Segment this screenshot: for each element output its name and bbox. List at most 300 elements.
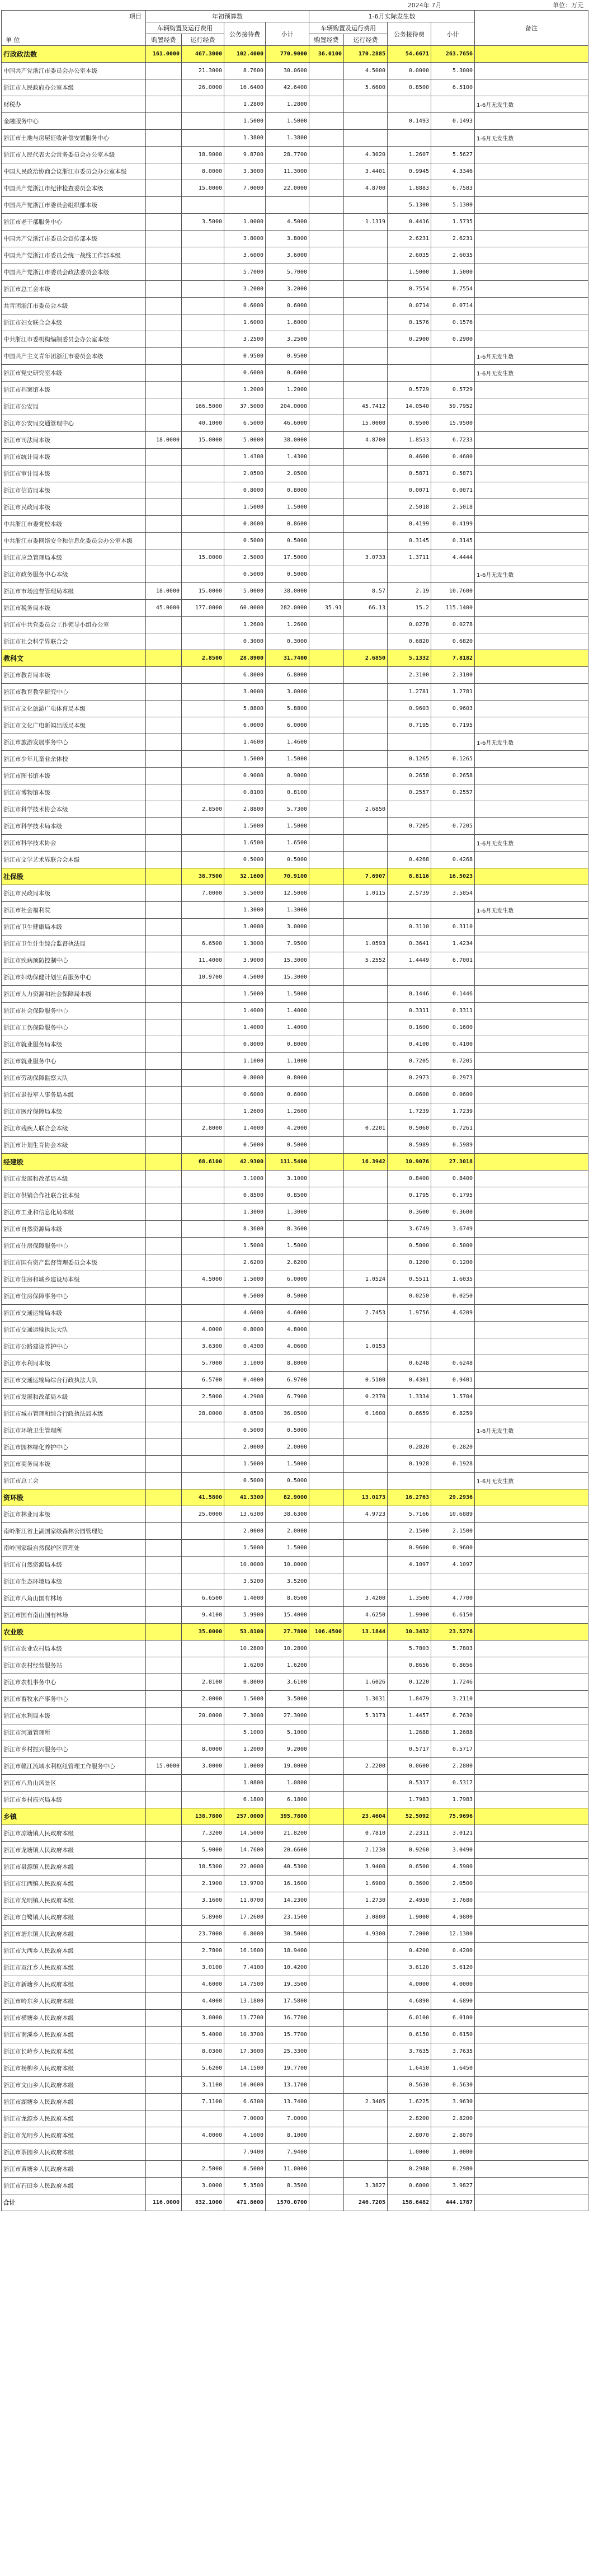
budget-reception-cell: 1.4600	[224, 734, 266, 751]
actual-subtotal-cell: 2.0500	[431, 1875, 475, 1892]
budget-purchase-cell: 15.0000	[146, 1758, 182, 1775]
budget-reception-cell: 1.5000	[224, 113, 266, 130]
actual-reception-cell: 0.8400	[388, 1171, 431, 1187]
actual-purchase-cell	[309, 986, 344, 1003]
budget-purchase-cell	[146, 1959, 182, 1976]
actual-operation-cell: 5.2552	[344, 952, 388, 969]
budget-operation-cell	[182, 1305, 224, 1322]
actual-subtotal-cell: 2.2800	[431, 1758, 475, 1775]
table-row	[2, 1422, 588, 1439]
table-row	[2, 667, 588, 684]
budget-reception-cell: 6.1800	[224, 1792, 266, 1808]
budget-operation-cell	[182, 1573, 224, 1590]
table-row	[2, 2060, 588, 2077]
budget-purchase-cell	[146, 1775, 182, 1792]
section-row	[2, 650, 588, 667]
actual-subtotal-cell: 0.1600	[431, 1019, 475, 1036]
note-cell	[475, 2178, 588, 2194]
budget-subtotal-cell: 1.4000	[266, 1019, 309, 1036]
table-row	[2, 684, 588, 701]
table-row	[2, 583, 588, 600]
actual-purchase-cell	[309, 2127, 344, 2144]
budget-subtotal-cell: 70.9100	[266, 868, 309, 885]
actual-subtotal-cell: 6.0100	[431, 2010, 475, 2027]
unit-name-cell: 浙江市总工会	[2, 1473, 146, 1489]
budget-purchase-cell	[146, 1892, 182, 1909]
actual-reception-cell	[388, 566, 431, 583]
budget-reception-cell: 8.7600	[224, 63, 266, 79]
actual-purchase-cell	[309, 936, 344, 952]
budget-purchase-cell	[146, 1691, 182, 1708]
unit-name-cell: 浙江市妇幼保健计划生育服务中心	[2, 969, 146, 986]
actual-purchase-cell	[309, 2161, 344, 2178]
budget-reception-cell: 5.9900	[224, 1607, 266, 1624]
actual-operation-cell: 3.3827	[344, 2178, 388, 2194]
budget-subtotal-cell: 0.5000	[266, 1137, 309, 1154]
unit-name-cell: 中国共产党浙江市纪律检查委员会本级	[2, 180, 146, 197]
actual-purchase-cell	[309, 382, 344, 398]
budget-operation-cell	[182, 247, 224, 264]
actual-purchase-cell	[309, 1070, 344, 1087]
note-cell: 1-6月无发生数	[475, 835, 588, 852]
actual-purchase-cell	[309, 2027, 344, 2043]
note-cell	[475, 784, 588, 801]
budget-purchase-cell	[146, 734, 182, 751]
actual-reception-cell: 0.0250	[388, 1288, 431, 1305]
budget-purchase-cell	[146, 1674, 182, 1691]
actual-subtotal-cell: 4.3346	[431, 163, 475, 180]
actual-purchase-cell	[309, 1523, 344, 1540]
budget-operation-cell	[182, 835, 224, 852]
budget-operation-cell	[182, 768, 224, 784]
budget-purchase-cell	[146, 717, 182, 734]
budget-purchase-cell	[146, 1506, 182, 1523]
budget-subtotal-cell: 1570.0700	[266, 2194, 309, 2211]
actual-purchase-cell	[309, 549, 344, 566]
budget-purchase-cell	[146, 1137, 182, 1154]
budget-subtotal-cell: 0.8100	[266, 784, 309, 801]
budget-reception-cell: 6.8000	[224, 1926, 266, 1943]
note-cell	[475, 1070, 588, 1087]
unit-name-cell: 浙江市自然资源局本级	[2, 1221, 146, 1238]
unit-name-cell: 资环股	[2, 1489, 146, 1506]
actual-operation-cell: 45.7412	[344, 398, 388, 415]
table-row	[2, 63, 588, 79]
actual-purchase-cell	[309, 264, 344, 281]
actual-subtotal-cell: 0.4600	[431, 449, 475, 466]
budget-subtotal-cell: 2.0000	[266, 1523, 309, 1540]
table-row	[2, 1003, 588, 1019]
actual-operation-cell	[344, 617, 388, 633]
actual-subtotal-cell: 0.7261	[431, 1120, 475, 1137]
budget-reception-cell: 14.7500	[224, 1976, 266, 1993]
actual-purchase-cell	[309, 398, 344, 415]
actual-operation-cell	[344, 751, 388, 768]
actual-operation-cell: 3.0800	[344, 1909, 388, 1926]
actual-subtotal-cell	[431, 835, 475, 852]
budget-reception-cell: 2.8800	[224, 801, 266, 818]
actual-reception-cell: 16.2763	[388, 1489, 431, 1506]
note-cell	[475, 801, 588, 818]
note-cell	[475, 2027, 588, 2043]
note-cell	[475, 1590, 588, 1607]
actual-subtotal-cell: 3.0490	[431, 1842, 475, 1859]
unit-name-cell: 浙江市应急管理局本级	[2, 549, 146, 566]
unit-name-cell: 浙江市国有南山国有林场	[2, 1607, 146, 1624]
unit-name-cell: 浙江市老干部服务中心	[2, 214, 146, 231]
budget-reception-cell: 4.6000	[224, 1305, 266, 1322]
budget-reception-cell: 13.6300	[224, 1506, 266, 1523]
actual-purchase-cell	[309, 1389, 344, 1405]
budget-operation-cell: 7.0000	[182, 885, 224, 902]
actual-subtotal-cell: 0.5717	[431, 1741, 475, 1758]
actual-operation-cell: 4.5000	[344, 63, 388, 79]
actual-operation-cell	[344, 1238, 388, 1254]
budget-purchase-cell	[146, 919, 182, 936]
note-cell	[475, 46, 588, 63]
actual-operation-cell	[344, 1976, 388, 1993]
actual-purchase-cell	[309, 231, 344, 247]
budget-operation-cell	[182, 1254, 224, 1271]
budget-purchase-cell	[146, 1288, 182, 1305]
actual-reception-cell: 0.3600	[388, 1204, 431, 1221]
budget-operation-cell	[182, 1473, 224, 1489]
note-cell	[475, 1792, 588, 1808]
budget-reception-cell: 257.0000	[224, 1808, 266, 1825]
actual-reception-cell: 0.7195	[388, 717, 431, 734]
actual-subtotal-cell: 0.7205	[431, 1053, 475, 1070]
note-cell	[475, 1674, 588, 1691]
table-row	[2, 1523, 588, 1540]
note-cell	[475, 986, 588, 1003]
actual-reception-cell: 2.8070	[388, 2127, 431, 2144]
actual-reception-cell: 0.2557	[388, 784, 431, 801]
budget-purchase-cell	[146, 1439, 182, 1456]
actual-operation-cell: 2.6850	[344, 801, 388, 818]
actual-purchase-cell	[309, 2194, 344, 2211]
budget-subtotal-cell: 19.3500	[266, 1976, 309, 1993]
budget-reception-header: 公务接待费	[224, 22, 266, 46]
budget-subtotal-cell: 42.6400	[266, 79, 309, 96]
budget-operation-cell: 15.0000	[182, 180, 224, 197]
budget-purchase-cell	[146, 701, 182, 717]
note-cell	[475, 1758, 588, 1775]
budget-operation-cell: 40.1000	[182, 415, 224, 432]
table-row	[2, 331, 588, 348]
note-cell	[475, 2010, 588, 2027]
budget-subtotal-cell: 2.6200	[266, 1254, 309, 1271]
budget-reception-cell: 3.5200	[224, 1573, 266, 1590]
actual-purchase-cell	[309, 365, 344, 382]
budget-operation-cell	[182, 449, 224, 466]
budget-operation-cell: 3.1100	[182, 2077, 224, 2094]
budget-purchase-cell	[146, 2094, 182, 2110]
budget-subtotal-cell: 1.5000	[266, 1540, 309, 1557]
table-row	[2, 1892, 588, 1909]
note-cell	[475, 818, 588, 835]
actual-operation-cell	[344, 1322, 388, 1338]
budget-subtotal-cell: 3.1000	[266, 1171, 309, 1187]
actual-subtotal-cell	[431, 902, 475, 919]
budget-operation-cell: 20.0000	[182, 1708, 224, 1724]
actual-operation-cell: 66.13	[344, 600, 388, 617]
actual-purchase-cell: 36.0100	[309, 46, 344, 63]
budget-subtotal-cell: 8.1000	[266, 2127, 309, 2144]
actual-reception-cell: 0.5729	[388, 382, 431, 398]
actual-subtotal-cell: 10.6889	[431, 1506, 475, 1523]
table-row	[2, 1087, 588, 1103]
actual-reception-cell: 1.5000	[388, 264, 431, 281]
budget-subtotal-cell: 46.6000	[266, 415, 309, 432]
budget-reception-cell: 102.4000	[224, 46, 266, 63]
actual-reception-cell: 1.4449	[388, 952, 431, 969]
actual-purchase-cell	[309, 1657, 344, 1674]
budget-operation-cell	[182, 314, 224, 331]
actual-subtotal-cell: 0.0714	[431, 298, 475, 314]
actual-operation-cell: 1.0115	[344, 885, 388, 902]
budget-operation-cell	[182, 566, 224, 583]
table-row	[2, 1640, 588, 1657]
actual-operation-cell: 4.9300	[344, 1926, 388, 1943]
actual-purchase-cell	[309, 667, 344, 684]
budget-operation-cell: 5.7000	[182, 1355, 224, 1372]
note-cell	[475, 163, 588, 180]
actual-purchase-cell	[309, 1506, 344, 1523]
budget-reception-cell: 6.6300	[224, 2094, 266, 2110]
actual-subtotal-cell: 3.7680	[431, 1892, 475, 1909]
unit-name-cell: 中国共产党浙江市委员会办公室本级	[2, 63, 146, 79]
budget-operation-cell: 5.9000	[182, 1842, 224, 1859]
actual-subtotal-cell: 1.6450	[431, 2060, 475, 2077]
actual-subtotal-cell	[431, 566, 475, 583]
table-row	[2, 549, 588, 566]
unit-name-cell: 浙江市光明镇人民政府本级	[2, 1892, 146, 1909]
note-cell	[475, 449, 588, 466]
budget-operation-cell	[182, 1557, 224, 1573]
budget-purchase-cell	[146, 533, 182, 549]
actual-reception-cell: 1.3500	[388, 1590, 431, 1607]
actual-reception-cell: 2.5018	[388, 499, 431, 516]
unit-name-cell: 浙江市科学技术协会	[2, 835, 146, 852]
unit-name-cell: 浙江市博物馆本级	[2, 784, 146, 801]
budget-reception-cell: 14.1500	[224, 2060, 266, 2077]
actual-purchase-cell	[309, 499, 344, 516]
budget-operation-cell: 25.0000	[182, 1506, 224, 1523]
actual-subtotal-cell: 6.7001	[431, 952, 475, 969]
actual-reception-cell	[388, 130, 431, 147]
budget-purchase-cell	[146, 365, 182, 382]
budget-reception-cell: 1.2600	[224, 617, 266, 633]
budget-purchase-cell	[146, 298, 182, 314]
budget-purchase-cell	[146, 2127, 182, 2144]
budget-purchase-cell	[146, 1271, 182, 1288]
budget-purchase-cell	[146, 214, 182, 231]
budget-purchase-cell	[146, 331, 182, 348]
budget-reception-cell: 1.0800	[224, 1775, 266, 1792]
actual-subtotal-cell: 0.3145	[431, 533, 475, 549]
actual-operation-cell: 2.2200	[344, 1758, 388, 1775]
budget-reception-cell: 11.0700	[224, 1892, 266, 1909]
unit-name-cell: 浙江市新塘乡人民政府本级	[2, 1976, 146, 1993]
note-cell	[475, 1439, 588, 1456]
unit-name-cell: 浙江市妇女联合会本级	[2, 314, 146, 331]
budget-subtotal-cell: 15.7700	[266, 2027, 309, 2043]
actual-operation-cell	[344, 2127, 388, 2144]
actual-purchase-cell	[309, 2043, 344, 2060]
budget-purchase-cell	[146, 1187, 182, 1204]
budget-subtotal-cell: 38.0000	[266, 583, 309, 600]
budget-reception-cell: 1.4000	[224, 1590, 266, 1607]
actual-reception-cell: 1.8479	[388, 1691, 431, 1708]
budget-reception-cell: 0.4300	[224, 1338, 266, 1355]
actual-purchase-cell	[309, 617, 344, 633]
unit-name-cell: 浙江市岭东乡人民政府本级	[2, 1993, 146, 2010]
actual-reception-cell: 0.3641	[388, 936, 431, 952]
actual-subtotal-cell: 6.6150	[431, 1607, 475, 1624]
actual-reception-cell: 0.9260	[388, 1842, 431, 1859]
note-cell	[475, 549, 588, 566]
budget-reception-cell: 42.9300	[224, 1154, 266, 1171]
budget-purchase-cell	[146, 1473, 182, 1489]
budget-reception-cell: 0.3000	[224, 633, 266, 650]
budget-operation-cell	[182, 734, 224, 751]
note-cell	[475, 1489, 588, 1506]
budget-reception-cell: 5.5000	[224, 885, 266, 902]
actual-operation-cell	[344, 1087, 388, 1103]
table-row	[2, 1959, 588, 1976]
budget-purchase-cell: 18.0000	[146, 583, 182, 600]
note-cell	[475, 1523, 588, 1540]
actual-operation-cell	[344, 902, 388, 919]
budget-reception-cell: 1.3800	[224, 130, 266, 147]
actual-reception-cell: 0.1576	[388, 314, 431, 331]
budget-subtotal-cell: 36.0500	[266, 1405, 309, 1422]
budget-operation-cell: 2.7800	[182, 1943, 224, 1959]
budget-purchase-cell	[146, 1254, 182, 1271]
actual-reception-cell: 0.5717	[388, 1741, 431, 1758]
budget-subtotal-cell: 16.7700	[266, 2010, 309, 2027]
note-cell	[475, 2060, 588, 2077]
actual-operation-cell	[344, 2077, 388, 2094]
actual-purchase-header: 购置经费	[309, 34, 344, 46]
note-cell	[475, 633, 588, 650]
actual-reception-cell: 3.6120	[388, 1959, 431, 1976]
unit-name-cell: 浙江市总工会本级	[2, 281, 146, 298]
table-row	[2, 1708, 588, 1724]
budget-reception-cell: 1.5000	[224, 986, 266, 1003]
actual-subtotal-cell: 4.1097	[431, 1557, 475, 1573]
actual-operation-cell: 2.3405	[344, 2094, 388, 2110]
table-row	[2, 1456, 588, 1473]
actual-purchase-cell	[309, 1473, 344, 1489]
actual-operation-cell	[344, 1204, 388, 1221]
actual-operation-cell	[344, 382, 388, 398]
actual-purchase-cell	[309, 1120, 344, 1137]
actual-purchase-cell	[309, 163, 344, 180]
budget-reception-cell: 4.1000	[224, 2127, 266, 2144]
actual-purchase-cell	[309, 1573, 344, 1590]
actual-reception-cell: 6.0100	[388, 2010, 431, 2027]
budget-reception-cell: 471.8600	[224, 2194, 266, 2211]
table-row	[2, 617, 588, 633]
actual-operation-cell	[344, 2110, 388, 2127]
actual-reception-cell: 0.1795	[388, 1187, 431, 1204]
budget-reception-cell: 1.3000	[224, 1204, 266, 1221]
unit-name-cell: 浙江市白鹭镇人民政府本级	[2, 1909, 146, 1926]
actual-operation-cell	[344, 1792, 388, 1808]
unit-name-cell: 浙江市塘东镇人民政府本级	[2, 1926, 146, 1943]
actual-subtotal-cell	[431, 365, 475, 382]
actual-subtotal-cell: 0.6150	[431, 2027, 475, 2043]
table-row	[2, 818, 588, 835]
budget-reception-cell: 2.0000	[224, 1523, 266, 1540]
actual-subtotal-cell: 0.2980	[431, 2161, 475, 2178]
budget-operation-cell: 3.0000	[182, 2010, 224, 2027]
table-row	[2, 2110, 588, 2127]
actual-reception-cell	[388, 96, 431, 113]
actual-subtotal-cell	[431, 1422, 475, 1439]
actual-reception-cell: 1.4457	[388, 1708, 431, 1724]
table-row	[2, 835, 588, 852]
table-row	[2, 1540, 588, 1557]
budget-operation-cell	[182, 1422, 224, 1439]
actual-reception-cell	[388, 1338, 431, 1355]
unit-name-cell: 浙江市茶园乡人民政府本级	[2, 2144, 146, 2161]
actual-reception-cell: 1.9756	[388, 1305, 431, 1322]
unit-name-cell: 浙江市政务服务中心本级	[2, 566, 146, 583]
unit-name-cell: 中共浙江市委党校本级	[2, 516, 146, 533]
budget-purchase-cell	[146, 2027, 182, 2043]
actual-reception-cell: 0.9603	[388, 701, 431, 717]
actual-subtotal-cell: 0.3600	[431, 1204, 475, 1221]
actual-reception-cell: 3.7635	[388, 2043, 431, 2060]
actual-subtotal-cell: 0.2973	[431, 1070, 475, 1087]
unit-name-cell: 浙江市石田乡人民政府本级	[2, 2178, 146, 2194]
budget-operation-cell: 3.0000	[182, 2178, 224, 2194]
note-cell	[475, 533, 588, 549]
budget-operation-cell: 2.8500	[182, 650, 224, 667]
unit-name-cell: 浙江市教育教学研究中心	[2, 684, 146, 701]
actual-reception-cell: 1.9900	[388, 1607, 431, 1624]
actual-operation-cell	[344, 1657, 388, 1674]
budget-subtotal-cell: 17.5000	[266, 549, 309, 566]
budget-purchase-cell	[146, 1087, 182, 1103]
budget-purchase-cell	[146, 1724, 182, 1741]
budget-reception-cell: 7.0000	[224, 2110, 266, 2127]
budget-operation-cell	[182, 1288, 224, 1305]
budget-subtotal-cell: 1.3000	[266, 902, 309, 919]
actual-operation-cell	[344, 818, 388, 835]
note-cell	[475, 1322, 588, 1338]
actual-reception-cell: 1.2688	[388, 1724, 431, 1741]
budget-subtotal-cell: 0.9500	[266, 348, 309, 365]
actual-subtotal-cell: 5.7803	[431, 1640, 475, 1657]
actual-operation-cell	[344, 314, 388, 331]
budget-operation-cell: 35.0000	[182, 1624, 224, 1640]
actual-purchase-cell	[309, 247, 344, 264]
unit-name-cell: 农业股	[2, 1624, 146, 1640]
budget-subtotal-cell: 0.5000	[266, 566, 309, 583]
actual-purchase-cell	[309, 717, 344, 734]
table-row	[2, 1875, 588, 1892]
budget-reception-cell: 14.7600	[224, 1842, 266, 1859]
actual-subtotal-cell: 0.1493	[431, 113, 475, 130]
actual-operation-cell	[344, 533, 388, 549]
note-cell	[475, 1976, 588, 1993]
unit-name-cell: 中共浙江市委机构编制委员会办公室本级	[2, 331, 146, 348]
actual-operation-cell	[344, 331, 388, 348]
actual-reception-cell: 0.2820	[388, 1439, 431, 1456]
